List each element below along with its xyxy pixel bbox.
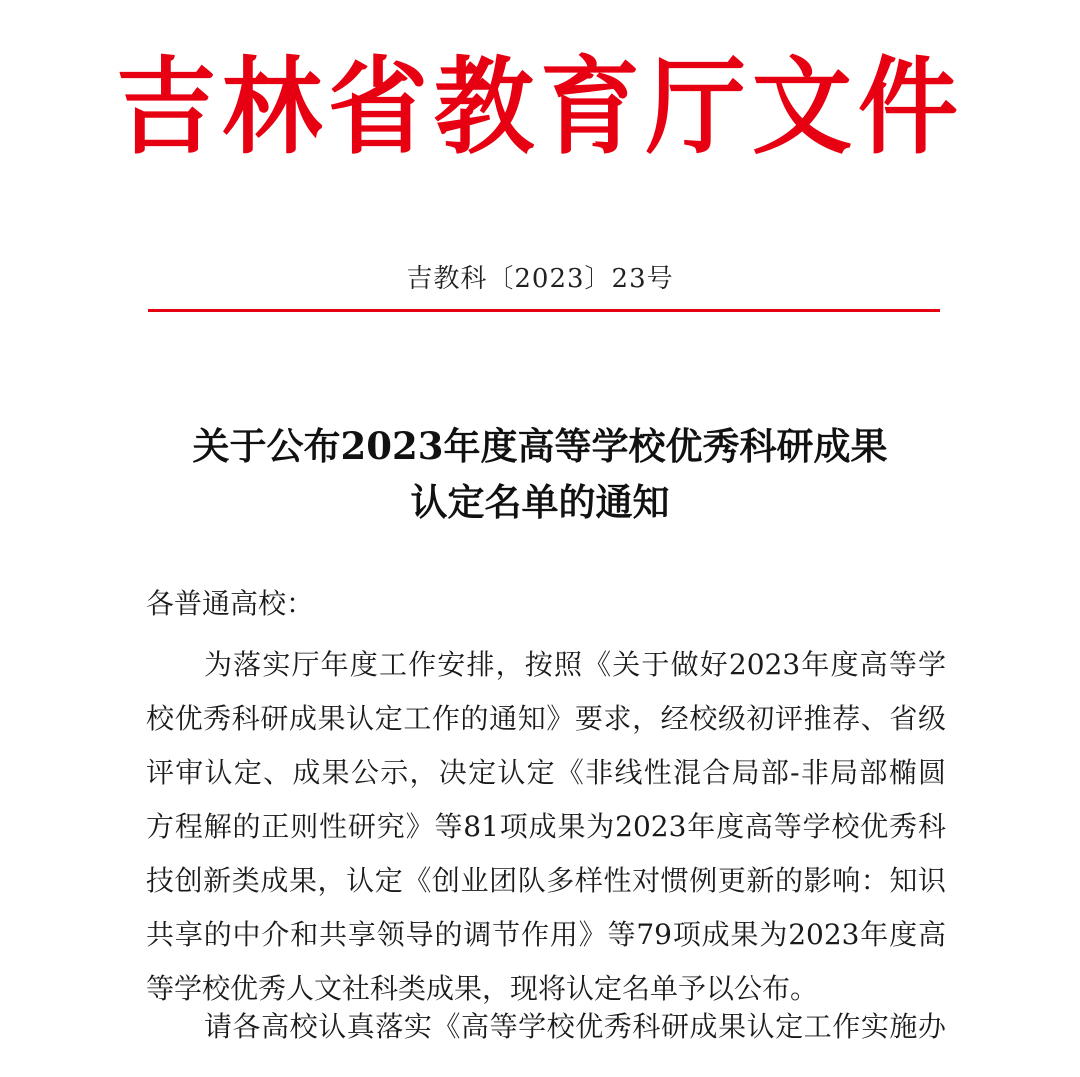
- paragraph-line: 请各高校认真落实《高等学校优秀科研成果认定工作实施办: [204, 1010, 946, 1043]
- document-masthead: 吉林省教育厅文件: [116, 46, 964, 169]
- paragraph-1: [146, 638, 946, 1016]
- paragraph-line: 为落实厅年度工作安排，按照《关于做好2023年度高等学: [204, 648, 946, 681]
- title-line-1: 关于公布2023年度高等学校优秀科研成果: [192, 424, 888, 468]
- paragraph-line: 共享的中介和共享领导的调节作用》等79项成果为2023年度高: [146, 918, 946, 951]
- title-line-2: 认定名单的通知: [410, 480, 670, 524]
- paragraph-2: [146, 1000, 946, 1054]
- salutation: 各普通高校：: [146, 587, 315, 620]
- paragraph-line: 等学校优秀人文社科类成果，现将认定名单予以公布。: [146, 972, 819, 1005]
- paragraph-line: 方程解的正则性研究》等81项成果为2023年度高等学校优秀科: [146, 810, 946, 843]
- red-separator-line: [148, 309, 940, 312]
- document-number: 吉教科〔2023〕23号: [406, 264, 674, 294]
- paragraph-line: 评审认定、成果公示，决定认定《非线性混合局部-非局部椭圆: [146, 756, 946, 789]
- paragraph-line: 校优秀科研成果认定工作的通知》要求，经校级初评推荐、省级: [146, 702, 946, 735]
- notice-title: [100, 418, 980, 530]
- paragraph-line: 技创新类成果，认定《创业团队多样性对惯例更新的影响：知识: [146, 864, 946, 897]
